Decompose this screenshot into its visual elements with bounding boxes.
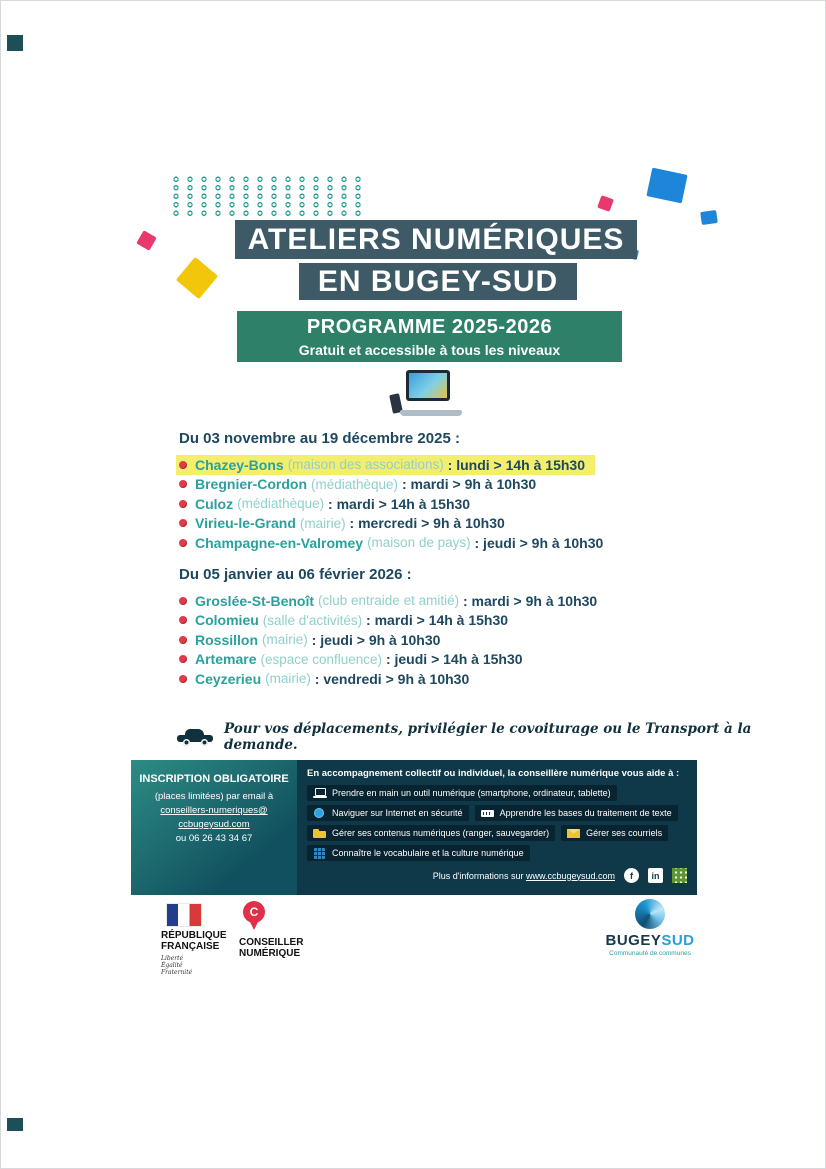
bullet-icon — [179, 675, 187, 683]
conseiller-numerique-logo — [239, 901, 319, 959]
bugeysud-name-sud: SUD — [661, 932, 695, 949]
venue: (mairie) — [299, 515, 346, 531]
schedule: : jeudi > 9h à 10h30 — [307, 631, 441, 648]
scan-corner-square-top — [7, 35, 23, 51]
schedule: : mardi > 14h à 15h30 — [324, 495, 471, 512]
conseiller-text-line2: NUMÉRIQUE — [239, 948, 301, 959]
help-item-text: Gérer ses contenus numériques (ranger, sauvegarder) — [332, 828, 550, 838]
main-title-line2: EN BUGEY-SUD — [299, 263, 577, 300]
workshop-item-highlighted — [176, 455, 595, 475]
workshop-item — [179, 630, 450, 650]
bullet-icon — [179, 616, 187, 624]
help-item-text: Prendre en main un outil numérique (smartphone, ordinateur, tablette) — [332, 788, 611, 798]
grid-icon — [313, 848, 327, 859]
help-item-text: Apprendre les bases du traitement de texte — [499, 808, 672, 818]
workshop-item — [179, 533, 613, 553]
workshop-item — [179, 475, 546, 495]
venue: (club entraide et amitié) — [318, 593, 460, 609]
help-item — [475, 805, 678, 821]
motto-egalite: Égalité — [161, 962, 183, 969]
registration-block — [131, 760, 297, 895]
help-item-text: Gérer ses courriels — [586, 828, 663, 838]
help-item-text: Connaître le vocabulaire et la culture numérique — [332, 848, 524, 858]
help-row — [307, 805, 687, 821]
schedule: : mardi > 9h à 10h30 — [398, 476, 537, 493]
workshop-item — [179, 669, 479, 689]
more-info-prefix: Plus d'informations sur — [432, 870, 526, 881]
bullet-icon — [179, 636, 187, 644]
bullet-icon — [179, 655, 187, 663]
confetti-blue-large — [646, 168, 687, 204]
confetti-pink-left — [136, 230, 156, 250]
bugeysud-logo — [595, 899, 705, 957]
scan-corner-square-bottom — [7, 1118, 23, 1131]
help-item — [561, 825, 668, 841]
registration-email-part2: ccbugeysud.com — [178, 819, 250, 830]
map-pin-icon — [243, 901, 267, 933]
schedule: : vendredi > 9h à 10h30 — [310, 670, 470, 687]
transport-note — [177, 721, 825, 753]
website-url: www.ccbugeysud.com — [525, 870, 615, 881]
republique-text-line2: FRANÇAISE — [161, 941, 220, 952]
town-name: Ceyzerieu — [195, 670, 262, 687]
registration-title: INSCRIPTION OBLIGATOIRE — [139, 773, 289, 785]
main-title-line1: ATELIERS NUMÉRIQUES — [235, 220, 637, 259]
help-row — [307, 845, 687, 861]
help-row — [307, 825, 687, 841]
bullet-icon — [179, 461, 187, 469]
registration-phone: ou 06 26 43 34 67 — [175, 833, 253, 844]
town-name: Colomieu — [195, 612, 259, 629]
help-row — [307, 785, 687, 801]
laptop-base — [400, 410, 462, 416]
conseiller-numerique-app-icon — [672, 868, 687, 883]
dot-pattern-decoration — [169, 175, 367, 217]
help-item-text: Naviguer sur Internet en sécurité — [332, 808, 463, 818]
registration-line: (places limitées) par email à — [154, 791, 274, 802]
program-banner — [237, 311, 622, 362]
venue: (mairie) — [262, 632, 308, 648]
venue: (espace confluence) — [260, 651, 383, 667]
workshop-item — [179, 611, 518, 631]
help-item — [307, 785, 617, 801]
town-name: Culoz — [195, 495, 234, 512]
schedule: : jeudi > 14h à 15h30 — [382, 651, 523, 668]
schedule: : mercredi > 9h à 10h30 — [345, 515, 505, 532]
pin-letter: C — [249, 905, 259, 919]
town-name: Rossillon — [195, 631, 259, 648]
bullet-icon — [179, 500, 187, 508]
motto-liberte: Liberté — [161, 955, 184, 962]
workshop-item — [179, 494, 480, 514]
more-info-text — [433, 871, 615, 881]
bullet-icon — [179, 539, 187, 547]
schedule: : mardi > 9h à 10h30 — [459, 592, 598, 609]
info-panel — [131, 760, 697, 895]
car-icon — [177, 729, 213, 746]
linkedin-icon: in — [648, 868, 663, 883]
venue: (maison de pays) — [367, 535, 471, 551]
globe-icon — [313, 808, 327, 819]
workshop-list — [179, 455, 759, 553]
venue: (mairie) — [265, 671, 311, 687]
venue: (maison des associations) — [287, 457, 444, 473]
french-flag-icon — [167, 904, 201, 926]
confetti-blue-small — [700, 210, 718, 225]
bugeysud-name-bugey: BUGEY — [605, 932, 662, 949]
town-name: Chazey-Bons — [195, 456, 284, 473]
folder-icon — [313, 828, 327, 839]
bugeysud-subtitle: Communauté de communes — [609, 950, 691, 957]
help-item — [307, 825, 555, 841]
town-name: Artemare — [195, 651, 257, 668]
program-title: PROGRAMME 2025-2026 — [306, 316, 553, 338]
venue: (médiathèque) — [237, 496, 325, 512]
help-block — [297, 760, 697, 895]
help-heading: En accompagnement collectif ou individuel, la conseillère numérique vous aide à : — [307, 768, 680, 779]
workshop-list — [179, 591, 759, 689]
section-heading: Du 05 janvier au 06 février 2026 : — [179, 566, 412, 583]
bugeysud-wave-icon — [635, 899, 665, 929]
laptop-illustration — [391, 370, 465, 416]
republique-text-line1: RÉPUBLIQUE — [161, 930, 227, 941]
laptop-icon — [313, 788, 327, 799]
help-item — [307, 805, 469, 821]
conseiller-text-line1: CONSEILLER — [239, 937, 304, 948]
registration-email-part1: conseillers-numeriques@ — [160, 805, 268, 816]
town-name: Champagne-en-Valromey — [195, 534, 364, 551]
section-heading: Du 03 novembre au 19 décembre 2025 : — [179, 430, 460, 447]
workshop-item — [179, 650, 533, 670]
laptop-screen — [406, 370, 450, 401]
schedule-section-2 — [179, 566, 759, 689]
help-item — [307, 845, 530, 861]
keyboard-icon — [481, 808, 495, 819]
town-name: Groslée-St-Benoît — [195, 592, 315, 609]
transport-note-text: Pour vos déplacements, privilégier le covoiturage ou le Transport à la demande. — [224, 721, 752, 753]
workshop-item — [179, 514, 515, 534]
bullet-icon — [179, 480, 187, 488]
venue: (médiathèque) — [311, 476, 399, 492]
venue: (salle d'activités) — [262, 612, 363, 628]
workshop-item — [179, 591, 607, 611]
confetti-pink-right — [597, 195, 614, 212]
program-subtitle: Gratuit et accessible à tous les niveaux — [298, 342, 561, 358]
more-info-line — [307, 868, 687, 883]
bullet-icon — [179, 597, 187, 605]
schedule-section-1 — [179, 430, 759, 553]
schedule: : mardi > 14h à 15h30 — [362, 612, 509, 629]
schedule: : lundi > 14h à 15h30 — [443, 456, 585, 473]
mail-icon — [567, 828, 581, 839]
facebook-icon: f — [624, 868, 639, 883]
confetti-yellow-diamond — [176, 257, 218, 299]
bullet-icon — [179, 519, 187, 527]
motto-fraternite: Fraternité — [161, 969, 193, 976]
town-name: Virieu-le-Grand — [195, 515, 296, 532]
schedule: : jeudi > 9h à 10h30 — [470, 534, 604, 551]
republique-francaise-logo — [161, 904, 241, 976]
town-name: Bregnier-Cordon — [195, 476, 307, 493]
